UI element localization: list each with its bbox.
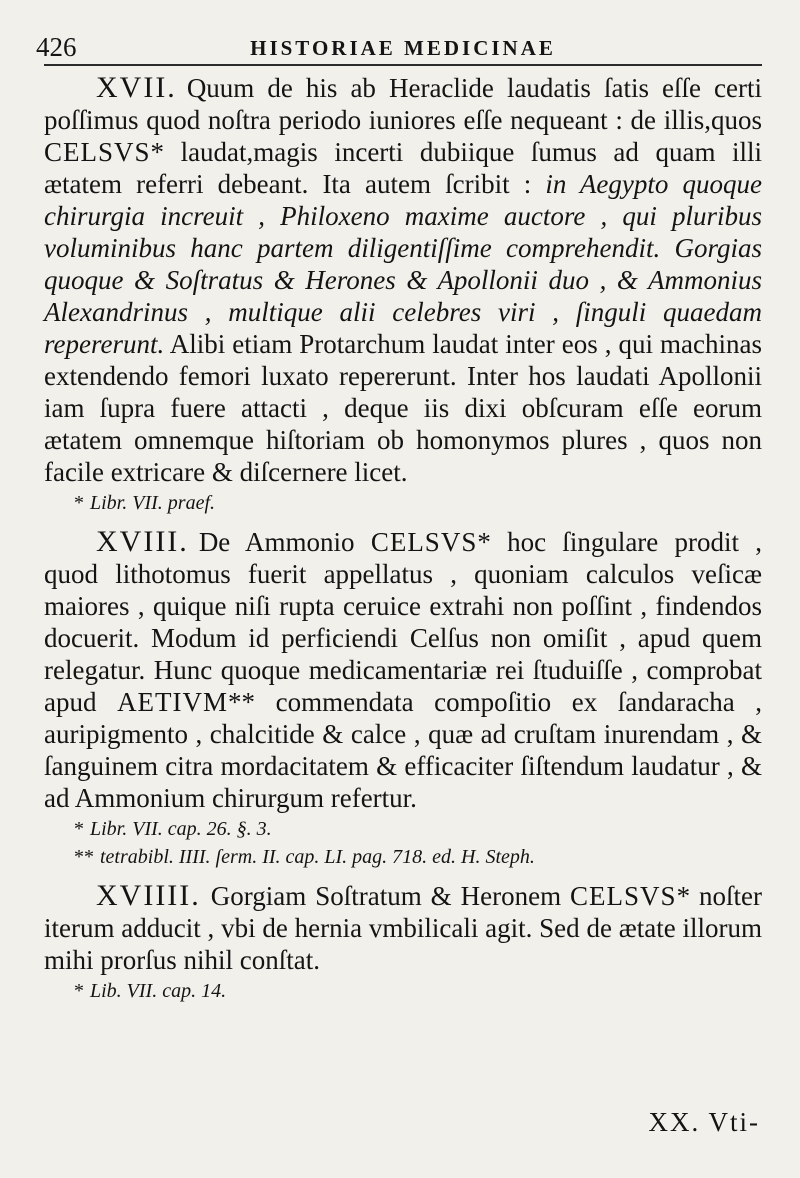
- section-xviiii: [44, 880, 762, 976]
- footnote: [74, 490, 762, 516]
- footnote-text: Lib. VII. cap. 14.: [90, 980, 227, 1002]
- quotation: in Aegypto quoque chirurgia increuit , Philoxeno maxime auctore , qui pluribus voluminibus hanc partem diligentiſſime comprehendit. Gorgias quoque & Soſtratus & Herones & Apollonii duo , & Ammonius Alexandrinus , multique alii celebres viri , ſinguli quaedam repererunt.: [44, 169, 762, 359]
- footnote-mark: *: [74, 492, 84, 514]
- catchword: XX. Vti-: [648, 1107, 760, 1137]
- section-text: * noſter iterum adducit , vbi de hernia vmbilicali agit. Sed de ætate illorum mihi prorſus nihil conſtat.: [44, 881, 763, 975]
- running-title: HISTORIAE MEDICINAE: [250, 36, 556, 60]
- footnote: [74, 844, 762, 870]
- page-number: 426: [36, 32, 77, 62]
- author-name: CELSVS: [370, 527, 478, 557]
- running-head: [36, 28, 762, 66]
- footnote-text: Libr. VII. cap. 26. §. 3.: [90, 818, 272, 840]
- section-text: Alibi etiam Protarchum laudat inter eos , qui machinas extendendo femori luxato repererunt. Inter hos laudati Apollonii iam ſupra fuere attacti , deque iis dixi obſcuram eſſe eorum ætatem omnemque hiſtoriam ob homonymos plures , quos non facile extricare & diſcernere licet.: [44, 329, 762, 487]
- section-text: Gorgiam Soſtratum & Heronem: [210, 881, 562, 911]
- footnote-text: Libr. VII. praef.: [90, 492, 215, 514]
- section-text: * laudat,magis incerti dubiique ſumus ad quam illi ætatem referri debeant. Ita autem ſcribit :: [44, 137, 762, 199]
- footnote-text: tetrabibl. IIII. ſerm. II. cap. LI. pag. 718. ed. H. Steph.: [100, 846, 535, 868]
- author-name: CELSVS: [570, 881, 677, 911]
- footnote: [74, 978, 762, 1004]
- section-number: XVII.: [96, 71, 177, 104]
- author-name: CELSVS: [44, 137, 151, 167]
- author-name: AETIVM: [117, 687, 229, 717]
- section-text: * hoc ſingulare prodit , quod lithotomus fuerit appellatus , quoniam calculos veſicæ maiores , quique niſi rupta ceruice extrahi non poſſint , findendos docuerit. Modum id perficiendi Celſus non omiſit , apud quem relegatur. Hunc quoque medicamentariæ rei ſtuduiſſe , comprobat apud: [44, 527, 763, 717]
- section-xviii: [44, 526, 762, 814]
- footnote-mark: *: [74, 818, 84, 840]
- section-xvii: [44, 72, 762, 488]
- section-text: De Ammonio: [198, 527, 355, 557]
- section-number: XVIIII.: [96, 879, 201, 912]
- section-text: ** commendata compoſitio ex ſandaracha , auripigmento , chalcitide & calce , quæ ad cruſtam inurendam , & ſanguinem citra mordacitatem & efficaciter ſiſtendum laudatur , & ad Ammonium chirurgum refertur.: [44, 687, 763, 813]
- section-text: Quum de his ab Heraclide laudatis ſatis eſſe certi poſſimus quod noſtra periodo iuniores eſſe nequeant : de illis,quos: [44, 73, 762, 135]
- footnote-mark: **: [74, 846, 94, 868]
- footnote-mark: *: [74, 980, 84, 1002]
- section-number: XVIII.: [96, 525, 189, 558]
- footnote: [74, 816, 762, 842]
